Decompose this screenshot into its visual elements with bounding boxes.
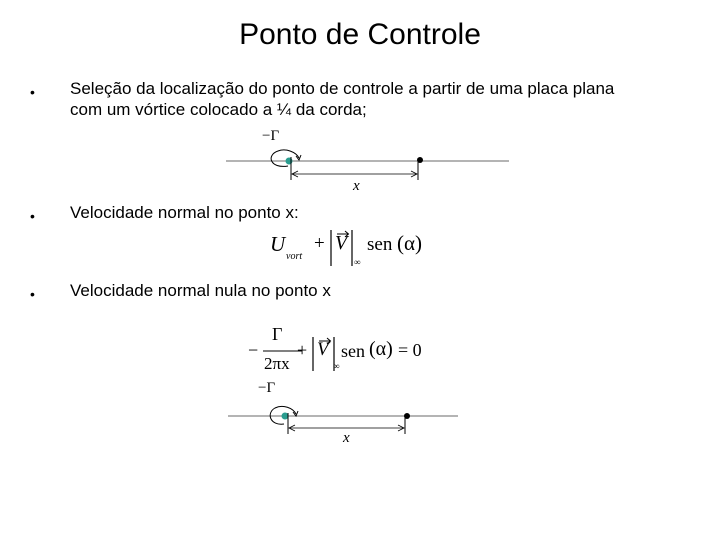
bullet-3-line-1: Velocidade normal nula no ponto x xyxy=(70,281,331,300)
bullet-marker-1: • xyxy=(30,84,35,100)
eq1-v-symbol: V xyxy=(335,232,348,254)
vortex-point-2 xyxy=(282,413,289,420)
eq2-sen: sen xyxy=(341,341,365,361)
eq1-sen: sen xyxy=(367,234,393,255)
eq1-plus: + xyxy=(314,233,325,254)
eq2-minus: − xyxy=(248,340,259,360)
eq2-numerator: Γ xyxy=(272,324,283,344)
bullet-1-line-2: com um vórtice colocado a ¼ da corda; xyxy=(70,100,367,119)
bullet-1-line-1: Seleção da localização do ponto de controle a partir de uma placa plana xyxy=(70,79,615,98)
x-label-2: x xyxy=(343,430,350,446)
plate-vortex-diagram-1 xyxy=(226,140,511,196)
eq2-v-subscript: ∞ xyxy=(333,361,340,371)
bullet-text-1 xyxy=(70,78,680,120)
eq2-denominator: 2πx xyxy=(264,354,290,373)
bullet-marker-2: • xyxy=(30,208,35,224)
x-label-1: x xyxy=(353,178,360,194)
slide-title: Ponto de Controle xyxy=(239,18,481,51)
vortex-circulation-arrow xyxy=(271,150,299,166)
eq1-v-subscript: ∞ xyxy=(354,257,361,267)
bullet-text-2 xyxy=(70,202,680,223)
eq1-u-symbol: U xyxy=(270,232,286,256)
gamma-label-2: −Γ xyxy=(258,380,276,396)
eq1-u-subscript: vort xyxy=(286,251,303,262)
eq2-equals-zero: = 0 xyxy=(398,340,422,360)
bullet-marker-3: • xyxy=(30,286,35,302)
eq2-v-symbol: V xyxy=(317,339,329,360)
eq1-alpha: (α) xyxy=(397,231,422,255)
bullet-text-3 xyxy=(70,280,680,301)
bullet-2-line-1: Velocidade normal no ponto x: xyxy=(70,203,299,222)
gamma-label-1: −Γ xyxy=(262,128,280,144)
eq2-alpha: (α) xyxy=(369,338,393,360)
eq2-plus: + xyxy=(297,340,308,360)
